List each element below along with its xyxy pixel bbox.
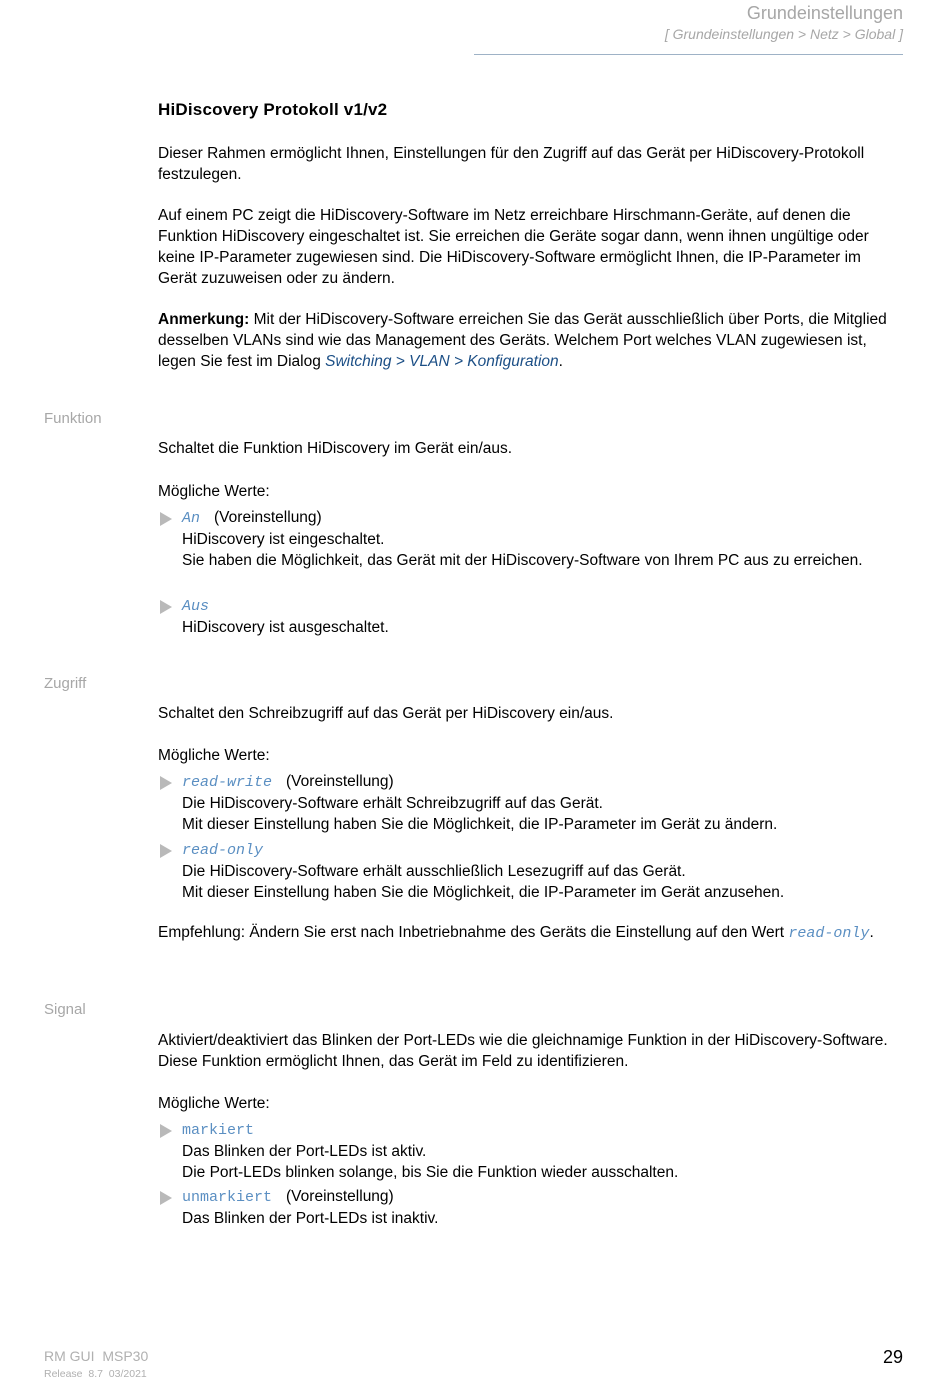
default-marker: (Voreinstellung) — [214, 509, 322, 526]
footer-release: Release 8.7 03/2021 — [44, 1368, 147, 1380]
option-text: Mit dieser Einstellung haben Sie die Möglichkeit, die IP-Parameter im Gerät zu ändern. — [182, 816, 778, 833]
note-text: Mit der HiDiscovery-Software erreichen Sie das Gerät ausschließlich über Ports, die Mitglied desselben VLANs sind wie das Management des Geräts. Welchem Port welches VLAN zugewiesen ist, legen Sie fest im Dialog — [158, 311, 887, 370]
option-text: Mit dieser Einstellung haben Sie die Möglichkeit, die IP-Parameter im Gerät anzusehen. — [182, 884, 785, 901]
label-signal: Signal — [44, 1001, 86, 1018]
recommended-value: read-only — [788, 925, 870, 942]
option-text: Sie haben die Möglichkeit, das Gerät mit der HiDiscovery-Software von Ihrem PC aus zu erreichen. — [182, 552, 863, 569]
chapter-title: Grundeinstellungen — [746, 3, 903, 23]
note-paragraph — [158, 309, 904, 372]
label-funktion: Funktion — [44, 410, 102, 427]
bullet-triangle-icon — [160, 1191, 172, 1205]
option-text: HiDiscovery ist eingeschaltet. — [182, 531, 385, 548]
bullet-triangle-icon — [160, 600, 172, 614]
zugriff-option-read-write — [158, 771, 904, 835]
page-number: 29 — [882, 1347, 903, 1367]
zugriff-recommendation — [158, 922, 904, 944]
note-label: Anmerkung: — [158, 311, 250, 328]
zugriff-option-read-only — [158, 839, 904, 903]
value-aus: Aus — [182, 598, 210, 615]
intro-paragraph-2: Auf einem PC zeigt die HiDiscovery-Software im Netz erreichbare Hirschmann-Geräte, auf denen die Funktion HiDiscovery eingeschaltet ist. Sie erreichen die Geräte sogar dann, wenn ihnen ungültige oder keine IP-Parameter zugewiesen sind. Die HiDiscovery-Software ermöglicht Ihnen, die IP-Parameter im Gerät zuzuweisen oder zu ändern. — [158, 207, 869, 287]
breadcrumb: [ Grundeinstellungen > Netz > Global ] — [664, 26, 903, 42]
value-markiert: markiert — [182, 1122, 255, 1139]
default-marker: (Voreinstellung) — [286, 1188, 394, 1205]
signal-description: Aktiviert/deaktiviert das Blinken der Port-LEDs wie die gleichnamige Funktion in der HiDiscovery-Software. Diese Funktion ermöglicht Ihnen, das Gerät im Feld zu identifizieren. — [158, 1032, 888, 1070]
value-read-only: read-only — [182, 842, 264, 859]
bullet-triangle-icon — [160, 844, 172, 858]
value-an: An — [182, 510, 201, 527]
footer-document: RM GUI MSP30 — [44, 1348, 149, 1364]
note-end: . — [558, 353, 563, 370]
option-text: Die Port-LEDs blinken solange, bis Sie die Funktion wieder ausschalten. — [182, 1164, 679, 1181]
intro-paragraph-1: Dieser Rahmen ermöglicht Ihnen, Einstellungen für den Zugriff auf das Gerät per HiDiscovery-Protokoll festzulegen. — [158, 145, 865, 183]
funktion-option-an — [158, 507, 904, 571]
option-text: HiDiscovery ist ausgeschaltet. — [182, 619, 389, 636]
funktion-option-aus — [158, 595, 904, 638]
option-text: Die HiDiscovery-Software erhält ausschließlich Lesezugriff auf das Gerät. — [182, 863, 686, 880]
option-text: Das Blinken der Port-LEDs ist inaktiv. — [182, 1210, 439, 1227]
bullet-triangle-icon — [160, 512, 172, 526]
zugriff-description: Schaltet den Schreibzugriff auf das Gerät per HiDiscovery ein/aus. — [158, 705, 614, 722]
signal-option-unmarkiert — [158, 1186, 904, 1229]
bullet-triangle-icon — [160, 1124, 172, 1138]
section-heading: HiDiscovery Protokoll v1/v2 — [158, 100, 388, 119]
option-text: Das Blinken der Port-LEDs ist aktiv. — [182, 1143, 427, 1160]
signal-values-label: Mögliche Werte: — [158, 1095, 270, 1112]
recommendation-end: . — [869, 924, 874, 941]
default-marker: (Voreinstellung) — [286, 773, 394, 790]
header-divider — [474, 54, 903, 55]
value-read-write: read-write — [182, 774, 273, 791]
vlan-config-link[interactable]: Switching > VLAN > Konfiguration — [325, 353, 559, 370]
zugriff-values-label: Mögliche Werte: — [158, 747, 270, 764]
signal-option-markiert — [158, 1119, 904, 1183]
label-zugriff: Zugriff — [44, 675, 87, 692]
option-text: Die HiDiscovery-Software erhält Schreibzugriff auf das Gerät. — [182, 795, 603, 812]
value-unmarkiert: unmarkiert — [182, 1189, 273, 1206]
recommendation-text: Empfehlung: Ändern Sie erst nach Inbetriebnahme des Geräts die Einstellung auf den Wert — [158, 924, 789, 941]
bullet-triangle-icon — [160, 776, 172, 790]
funktion-values-label: Mögliche Werte: — [158, 483, 270, 500]
funktion-description: Schaltet die Funktion HiDiscovery im Gerät ein/aus. — [158, 440, 513, 457]
